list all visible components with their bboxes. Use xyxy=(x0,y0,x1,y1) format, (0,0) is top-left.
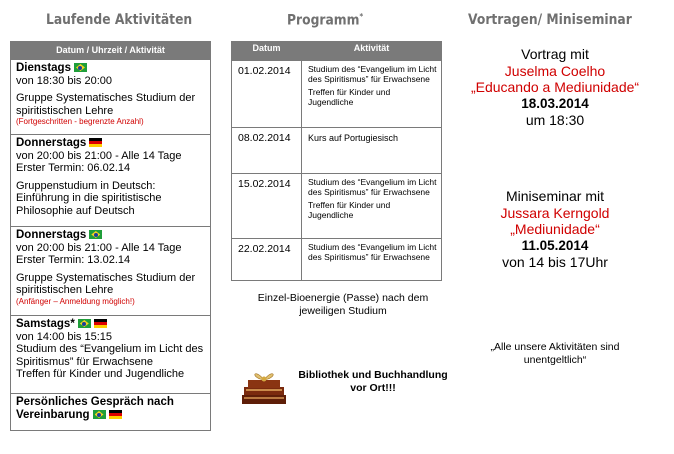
germany-flag-icon xyxy=(94,319,107,328)
program-row: 01.02.2014 Studium des “Evangelium im Licht des Spiritismus” für Erwachsene Treffen für Kinder und Jugendliche xyxy=(232,61,442,128)
program-row: 15.02.2014 Studium des “Evangelium im Licht des Spiritismus” für Erwachsene Treffen für Kinder und Jugendliche xyxy=(232,174,442,239)
title-lectures: Vortragen/ Miniseminar xyxy=(468,12,632,28)
entry-saturday: Samstags* von 14:00 bis 15:15 Studium des “Evangelium im Licht des Spiritismus” für Erwachsene Treffen für Kinder und Jugendliche xyxy=(11,315,210,393)
program-row: 08.02.2014 Kurs auf Portugiesisch xyxy=(232,128,442,174)
program-table xyxy=(231,41,442,281)
seminar-block: Miniseminar mit Jussara Kerngold „Mediunidade“ 11.05.2014 von 14 bis 17Uhr xyxy=(500,188,610,270)
box-header: Datum / Uhrzeit / Aktivität xyxy=(11,42,210,59)
entry-personal-talk: Persönliches Gespräch nach Vereinbarung xyxy=(11,393,210,431)
column-date: Datum xyxy=(232,42,302,61)
title-program: Programm* xyxy=(287,12,364,29)
gift-books-icon xyxy=(240,365,290,407)
germany-flag-icon xyxy=(89,138,102,147)
free-activities-note: „Alle unsere Aktivitäten sind unentgeltlich“ xyxy=(490,341,620,366)
title-current-activities: Laufende Aktivitäten xyxy=(46,12,193,28)
bioenergy-note: Einzel-Bioenergie (Passe) nach dem jeweiligen Studium xyxy=(257,292,429,317)
brazil-flag-icon xyxy=(74,63,87,72)
brazil-flag-icon xyxy=(89,230,102,239)
germany-flag-icon xyxy=(109,410,122,419)
program-row: 22.02.2014 Studium des “Evangelium im Licht des Spiritismus” für Erwachsene xyxy=(232,239,442,281)
entry-tuesday: Dienstags von 18:30 bis 20:00 Gruppe Systematisches Studium der spiritistischen Lehre (Fortgeschritten - begrenzte Anzahl) xyxy=(11,59,210,134)
brazil-flag-icon xyxy=(78,319,91,328)
column-activity: Aktivität xyxy=(302,42,442,61)
brazil-flag-icon xyxy=(93,410,106,419)
library-text: Bibliothek und Buchhandlung vor Ort!!! xyxy=(298,369,448,394)
program-header-row xyxy=(232,42,442,61)
current-activities-box xyxy=(10,41,211,431)
lecture-block: Vortrag mit Juselma Coelho „Educando a Mediunidade“ 18.03.2014 um 18:30 xyxy=(470,46,640,128)
entry-thursday-portuguese: Donnerstags von 20:00 bis 21:00 - Alle 14 Tage Erster Termin: 13.02.14 Gruppe Systematisches Studium der spiritistischen Lehre (Anfänger – Anmeldung möglich!) xyxy=(11,226,210,315)
entry-thursday-german: Donnerstags von 20:00 bis 21:00 - Alle 14 Tage Erster Termin: 06.02.14 Gruppenstudium in Deutsch: Einführung in die spiritistische Philosophie auf Deutsch xyxy=(11,134,210,226)
